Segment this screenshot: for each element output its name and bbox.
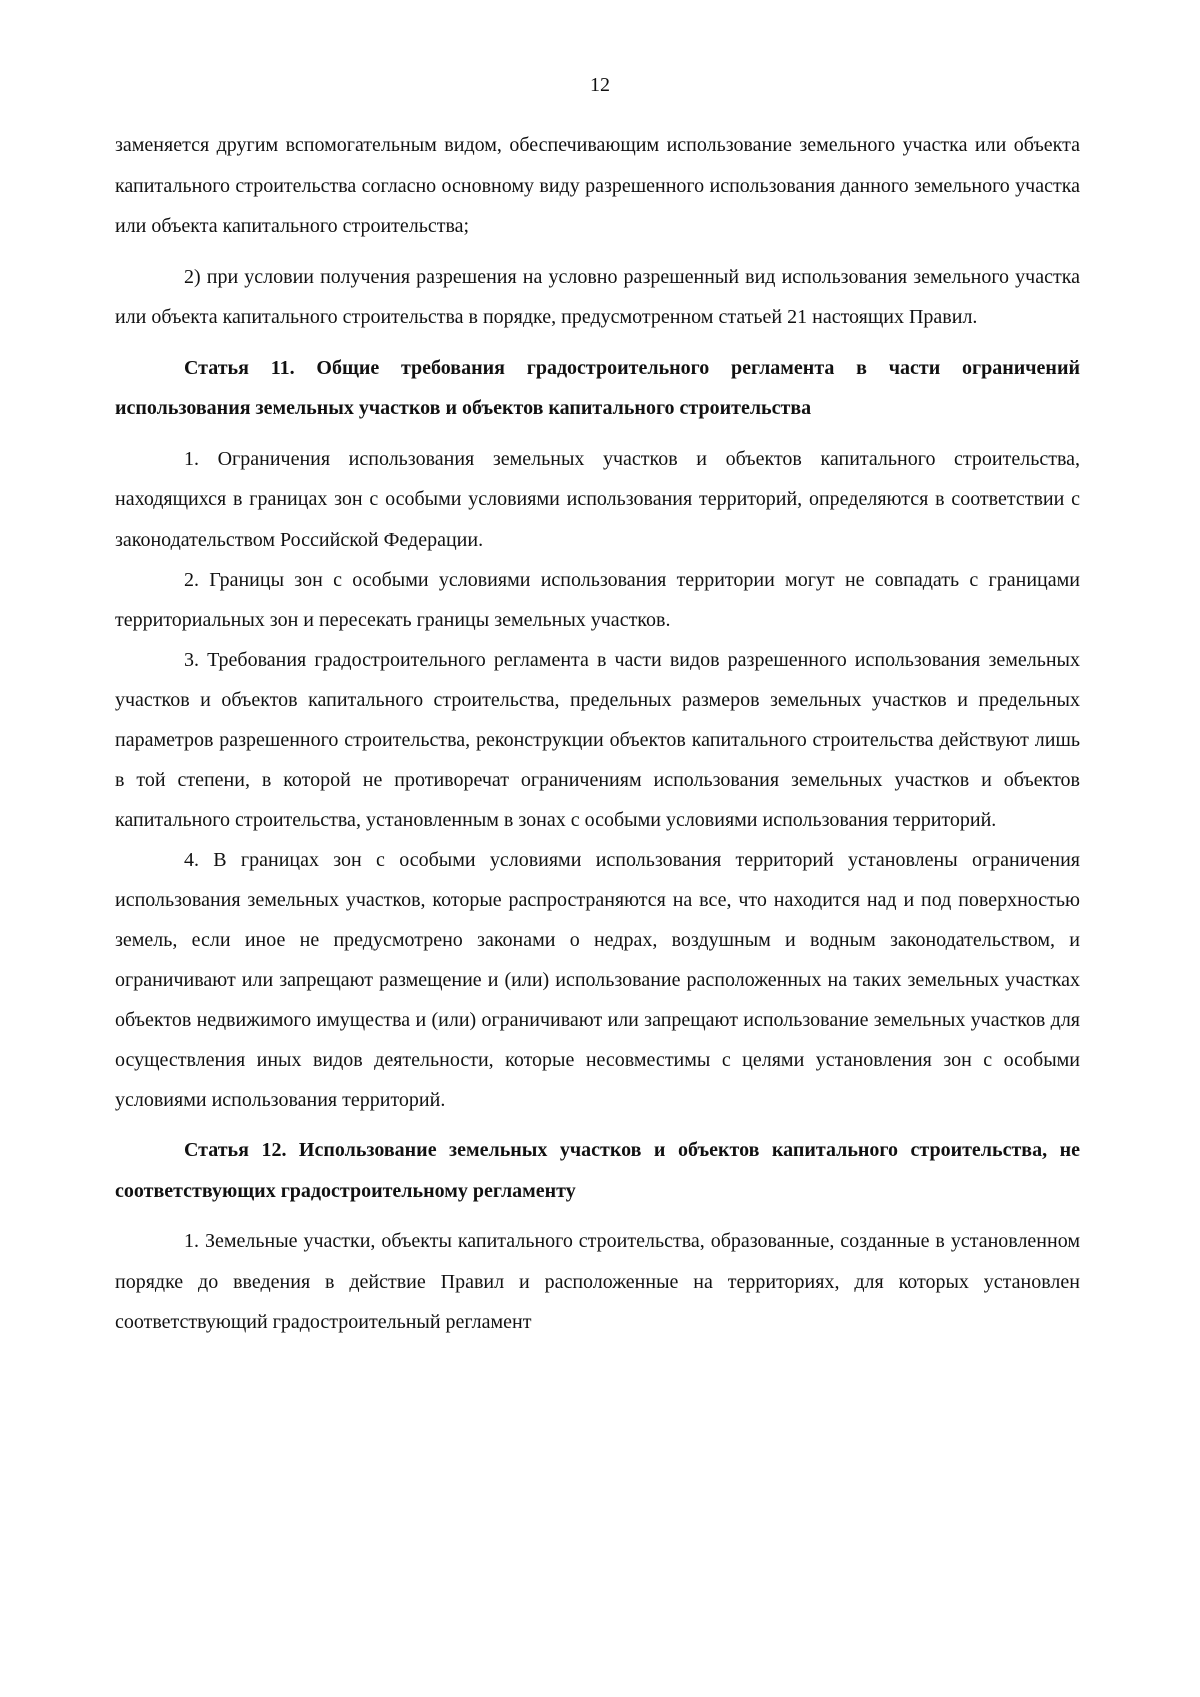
page-content: [115, 125, 1080, 1343]
article-11-clause-4: 4. В границах зон с особыми условиями использования территорий установлены ограничения использования земельных участков, которые распространяются на все, что находится над и под поверхностью земель, если иное не предусмотрено законами о недрах, воздушным и водным законодательством, и ограничивают или запрещают размещение и (или) использование расположенных на таких земельных участках объектов недвижимого имущества и (или) ограничивают или запрещают использование земельных участков для осуществления иных видов деятельности, которые несовместимы с целями установления зон с особыми условиями использования территорий.: [115, 849, 1080, 1111]
article-11-clause-3: 3. Требования градостроительного регламента в части видов разрешенного использования земельных участков и объектов капитального строительства, предельных размеров земельных участков и предельных параметров разрешенного строительства, реконструкции объектов капитального строительства действуют лишь в той степени, в которой не противоречат ограничениям использования земельных участков и объектов капитального строительства, установленным в зонах с особыми условиями использования территорий.: [115, 649, 1080, 831]
paragraph-continuation: заменяется другим вспомогательным видом, обеспечивающим использование земельного участка или объекта капитального строительства согласно основному виду разрешенного использования данного земельного участка или объекта капитального строительства;: [115, 134, 1080, 237]
article-12-clause-1: 1. Земельные участки, объекты капитального строительства, образованные, созданные в установленном порядке до введения в действие Правил и расположенные на территориях, для которых установлен соответствующий градостроительный регламент: [115, 1230, 1080, 1333]
paragraph-condition-2: 2) при условии получения разрешения на условно разрешенный вид использования земельного участка или объекта капитального строительства в порядке, предусмотренном статьей 21 настоящих Правил.: [115, 265, 1080, 328]
article-11-clause-2: 2. Границы зон с особыми условиями использования территории могут не совпадать с границами территориальных зон и пересекать границы земельных участков.: [115, 569, 1080, 631]
article-11-heading: Статья 11. Общие требования градостроительного регламента в части ограничений использования земельных участков и объектов капитального строительства: [115, 356, 1080, 419]
article-11-clause-1: 1. Ограничения использования земельных участков и объектов капитального строительства, находящихся в границах зон с особыми условиями использования территорий, определяются в соответствии с законодательством Российской Федерации.: [115, 447, 1080, 551]
page-number: 12: [590, 74, 610, 96]
article-12-heading: Статья 12. Использование земельных участков и объектов капитального строительства, не соответствующих градостроительному регламенту: [115, 1139, 1080, 1202]
